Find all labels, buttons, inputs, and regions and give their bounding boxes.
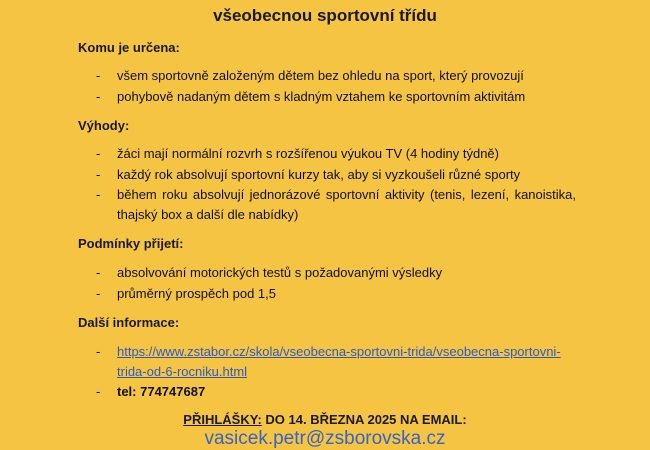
list-item: [96, 66, 576, 86]
applications-label: PŘIHLÁŠKY:: [183, 412, 262, 427]
list-item-text: absolvování motorických testů s požadovanými výsledky: [117, 265, 443, 280]
phone-number: tel: 774747687: [117, 384, 206, 399]
list-item-phone: [96, 382, 576, 402]
list-item: [96, 87, 576, 107]
list-item-text: během roku absolvují jednorázové sportovní aktivity (tenis, lezení, kanoistika, thajský box a další dle nabídky): [117, 187, 576, 222]
page-title: všeobecnou sportovní třídu: [213, 6, 437, 25]
applications-deadline: [0, 412, 650, 427]
section-label-benefits: Výhody:: [78, 118, 130, 133]
list-item-text: průměrný prospěch pod 1,5: [117, 286, 276, 301]
list-item-link: [96, 342, 576, 382]
list-item-text: všem sportovně založeným dětem bez ohledu na sport, který provozují: [117, 68, 524, 83]
list-item: [96, 185, 576, 225]
bullet-dash: -: [96, 344, 101, 359]
bullet-dash: -: [96, 68, 101, 83]
bullet-dash: -: [96, 146, 101, 161]
bullet-dash: -: [96, 167, 101, 182]
list-item: [96, 284, 576, 304]
bullet-dash: -: [96, 286, 101, 301]
list-item-text: žáci mají normální rozvrh s rozšířenou výukou TV (4 hodiny týdně): [117, 146, 499, 161]
info-link[interactable]: https://www.zstabor.cz/skola/vseobecna-sportovni-trida/vseobecna-sportovni-trida-od-6-rocniku.html: [117, 344, 561, 379]
list-item: [96, 263, 576, 283]
bullet-dash: -: [96, 265, 101, 280]
list-item-text: každý rok absolvují sportovní kurzy tak, aby si vyzkoušeli různé sporty: [117, 167, 521, 182]
section-label-more-info: Další informace:: [78, 315, 180, 330]
list-item: [96, 165, 576, 185]
section-label-admission: Podmínky přijetí:: [78, 236, 184, 251]
bullet-dash: -: [96, 384, 101, 399]
list-item: [96, 144, 576, 164]
section-label-target-group: Komu je určena:: [78, 40, 180, 55]
deadline-text: DO 14. BŘEZNA 2025 NA EMAIL:: [261, 412, 467, 427]
list-item-text: pohybově nadaným dětem s kladným vztahem ke sportovním aktivitám: [117, 89, 526, 104]
contact-email[interactable]: vasicek.petr@zsborovska.cz: [204, 428, 446, 449]
bullet-dash: -: [96, 187, 101, 202]
bullet-dash: -: [96, 89, 101, 104]
